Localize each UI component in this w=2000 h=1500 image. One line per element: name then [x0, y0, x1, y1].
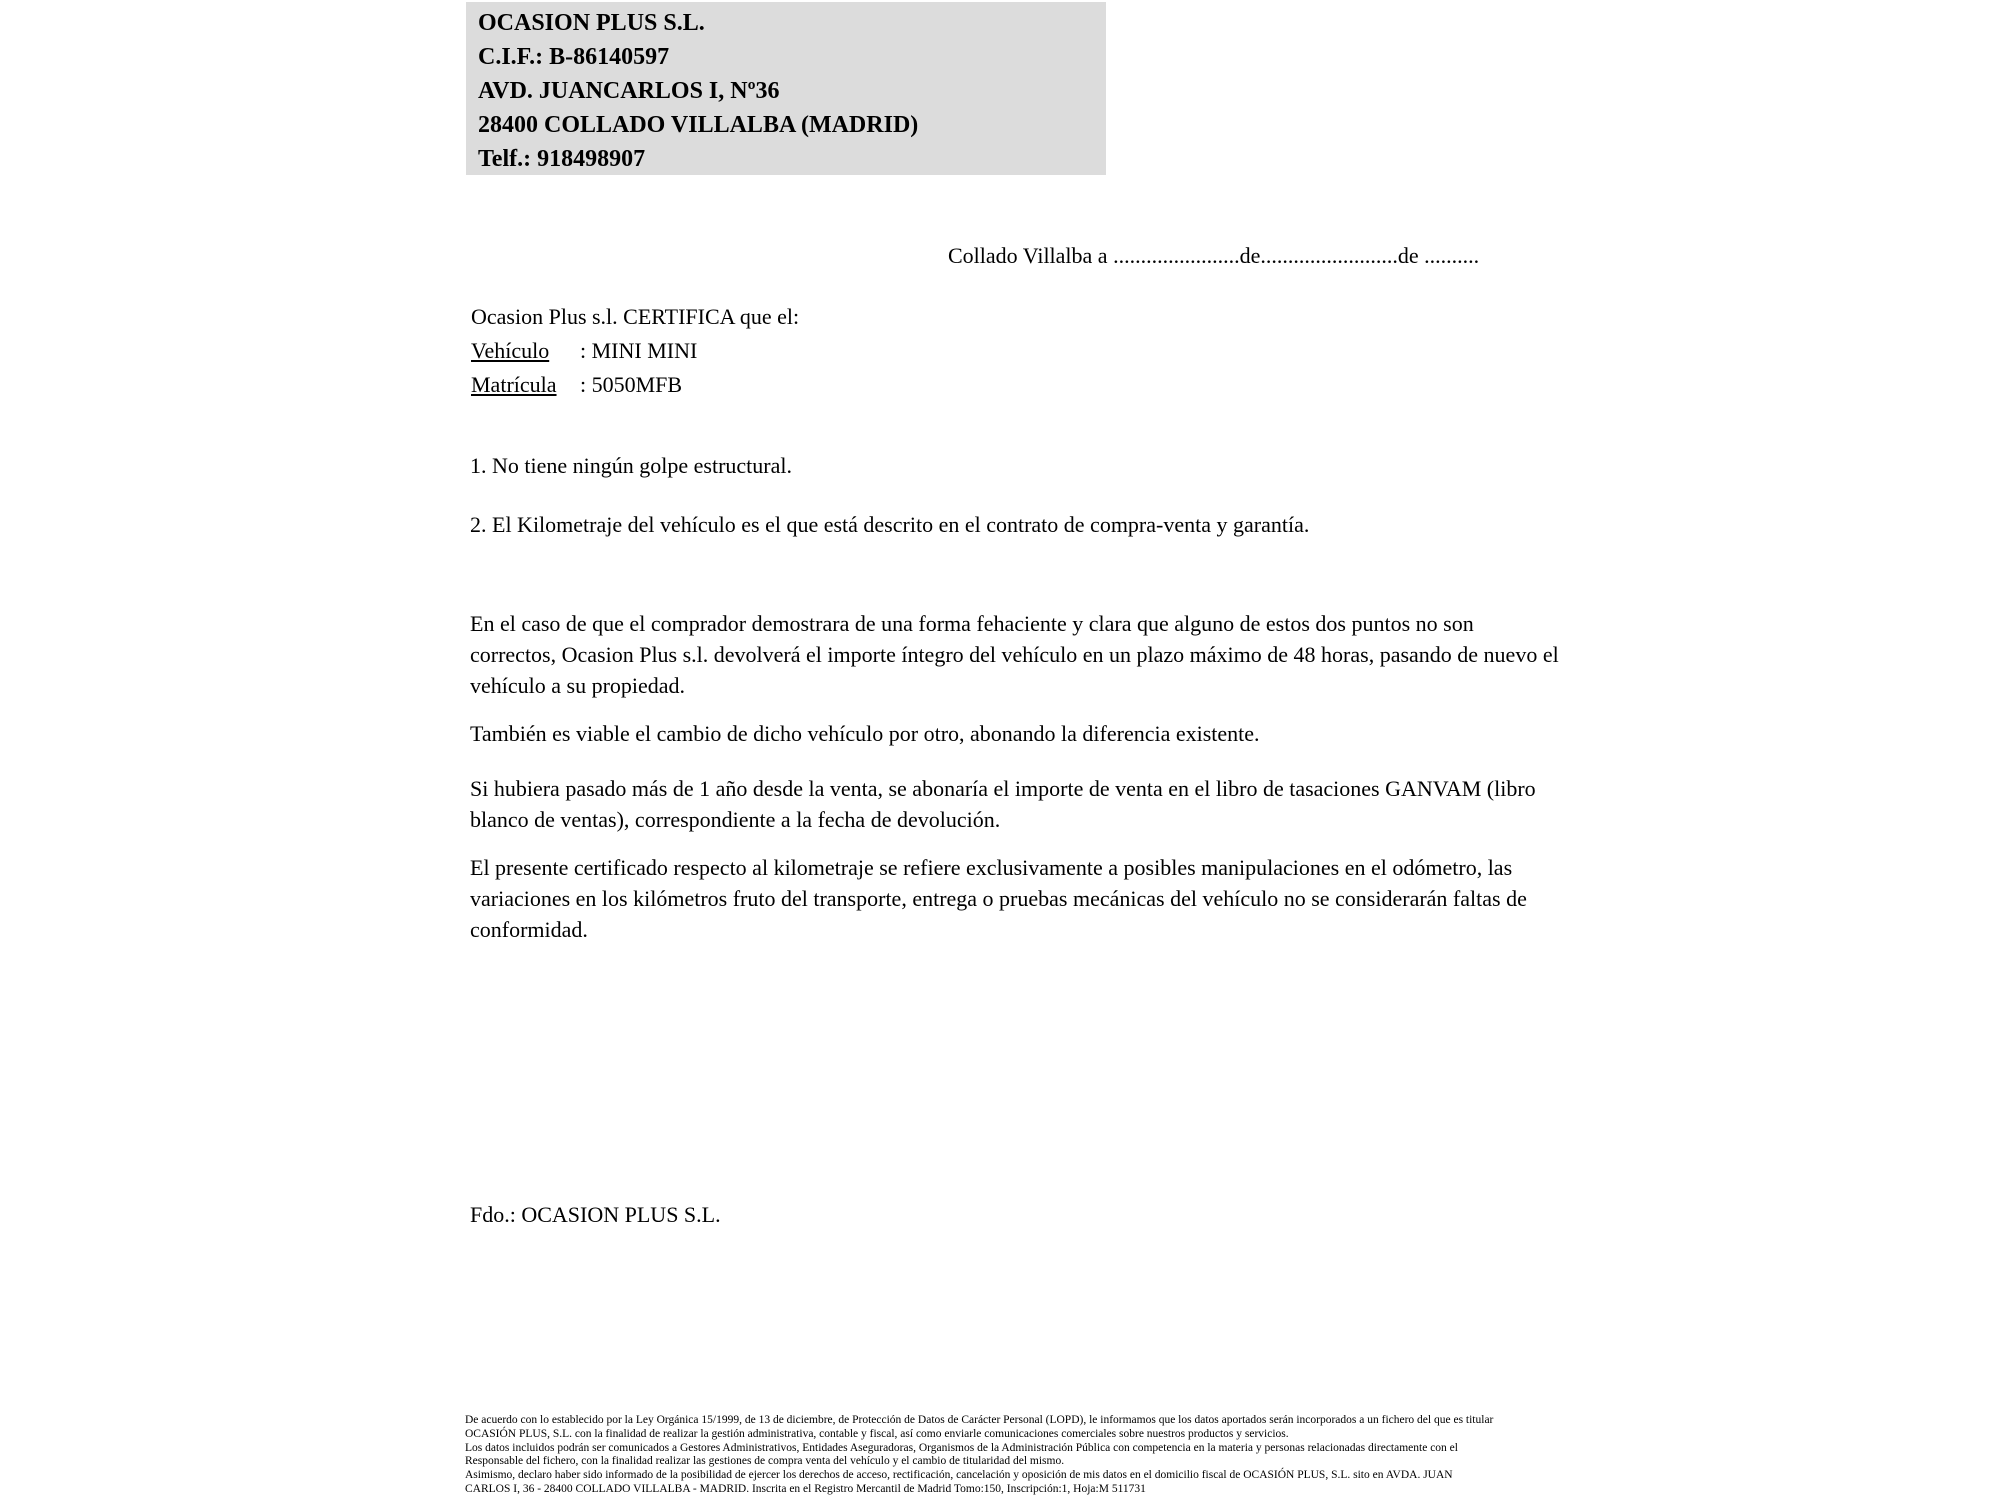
footer-line-5: Asimismo, declaro haber sido informado de la posibilidad de ejercer los derechos de acceso, rectificación, cancelación y oposición de mis datos en el domicilio fiscal de OCASIÓN PLUS, S.L. sito en AVDA. JUAN — [465, 1469, 1453, 1482]
footer-line-2: OCASIÓN PLUS, S.L. con la finalidad de realizar la gestión administrativa, contable y fiscal, así como enviarle comunicaciones comerciales sobre nuestros productos y servicios. — [465, 1427, 1289, 1440]
vehicle-value: : MINI MINI — [580, 338, 698, 363]
company-city: 28400 COLLADO VILLALBA (MADRID) — [478, 112, 919, 138]
footer-line-1: De acuerdo con lo establecido por la Ley Orgánica 15/1999, de 13 de diciembre, de Protección de Datos de Carácter Personal (LOPD), le informamos que los datos aportados serán incorporados a un fichero del que es titular — [465, 1414, 1494, 1426]
vehicle-row — [471, 334, 799, 368]
company-address: AVD. JUANCARLOS I, Nº36 — [478, 78, 780, 104]
footer-line-6: CARLOS I, 36 - 28400 COLLADO VILLALBA - MADRID. Inscrita en el Registro Mercantil de Madrid Tomo:150, Inscripción:1, Hoja:M 511731 — [465, 1482, 1146, 1495]
company-name: OCASION PLUS S.L. — [478, 10, 705, 36]
plate-value: : 5050MFB — [580, 372, 683, 397]
plate-row — [471, 368, 799, 402]
plate-label: Matrícula — [471, 372, 557, 397]
certification-intro: Ocasion Plus s.l. CERTIFICA que el: — [471, 304, 800, 329]
signature-line: Fdo.: OCASION PLUS S.L. — [470, 1202, 721, 1227]
footer-line-3: Los datos incluidos podrán ser comunicados a Gestores Administrativos, Entidades Aseguradoras, Organismos de la Administración Pública con competencia en la materia y personas relacionadas directamente con el — [465, 1441, 1458, 1454]
footer-line-4: Responsable del fichero, con la finalidad realizar las gestiones de compra venta del vehículo y el cambio de titularidad del mismo. — [465, 1455, 1065, 1468]
certified-point-2: 2. El Kilometraje del vehículo es el que está descrito en el contrato de compra-venta y garantía. — [470, 512, 1310, 537]
paragraph-exchange-clause: También es viable el cambio de dicho vehículo por otro, abonando la diferencia existente. — [470, 721, 1260, 746]
date-fill-in-line: Collado Villalba a .......................de.........................de .......... — [948, 243, 1480, 268]
paragraph-refund-clause: En el caso de que el comprador demostrara de una forma fehaciente y clara que alguno de estos dos puntos no son correctos, Ocasion Plus s.l. devolverá el importe íntegro del vehículo en un plazo máximo de 48 horas, pasando de nuevo el vehículo a su propiedad. — [470, 611, 1559, 698]
certified-point-1: 1. No tiene ningún golpe estructural. — [470, 453, 792, 478]
certification-block — [471, 300, 799, 402]
company-phone: Telf.: 918498907 — [478, 146, 646, 172]
company-header-block — [466, 2, 1106, 175]
paragraph-ganvam-clause: Si hubiera pasado más de 1 año desde la venta, se abonaría el importe de venta en el libro de tasaciones GANVAM (libro blanco de ventas), correspondiente a la fecha de devolución. — [470, 776, 1536, 832]
legal-footer — [465, 1414, 1985, 1497]
vehicle-label: Vehículo — [471, 338, 550, 363]
company-cif: C.I.F.: B-86140597 — [478, 44, 670, 70]
paragraph-odometer-clause: El presente certificado respecto al kilometraje se refiere exclusivamente a posibles manipulaciones en el odómetro, las variaciones en los kilómetros fruto del transporte, entrega o pruebas mecánicas del vehículo no se considerarán faltas de conformidad. — [470, 855, 1527, 942]
